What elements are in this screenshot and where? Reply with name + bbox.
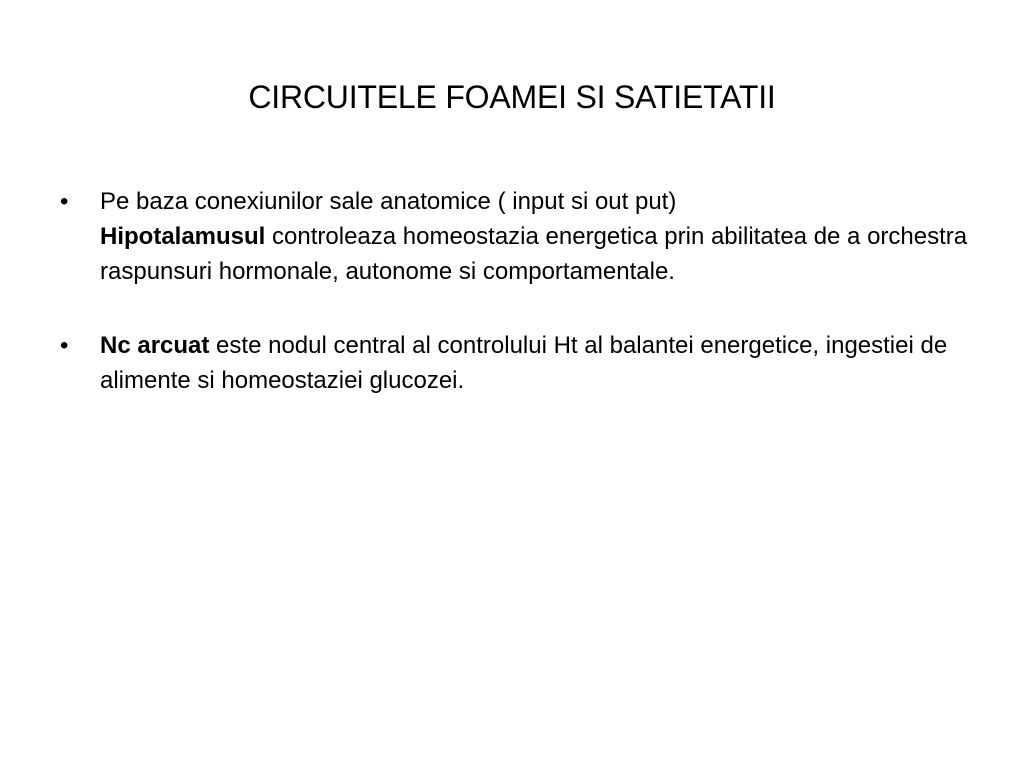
bullet-item-hipotalamus <box>56 184 976 289</box>
bullet-text: controleaza homeostazia energetica prin abilitatea de a orchestra raspunsuri hormonale, autonome si comportamentale. <box>100 223 968 285</box>
bullet-item-nc-arcuat <box>56 328 976 398</box>
bullet-icon: • <box>60 188 69 215</box>
slide-title: CIRCUITELE FOAMEI SI SATIETATII <box>248 79 776 115</box>
bullet-bold-term: Hipotalamusul <box>100 223 266 250</box>
bullet-bold-term: Nc arcuat <box>100 332 210 359</box>
bullet-list <box>56 184 976 437</box>
bullet-text-intro: Pe baza conexiunilor sale anatomice ( input si out put) <box>100 188 677 215</box>
bullet-icon: • <box>60 332 69 359</box>
bullet-text: este nodul central al controlului Ht al balantei energetice, ingestiei de alimente si homeostaziei glucozei. <box>100 332 948 394</box>
